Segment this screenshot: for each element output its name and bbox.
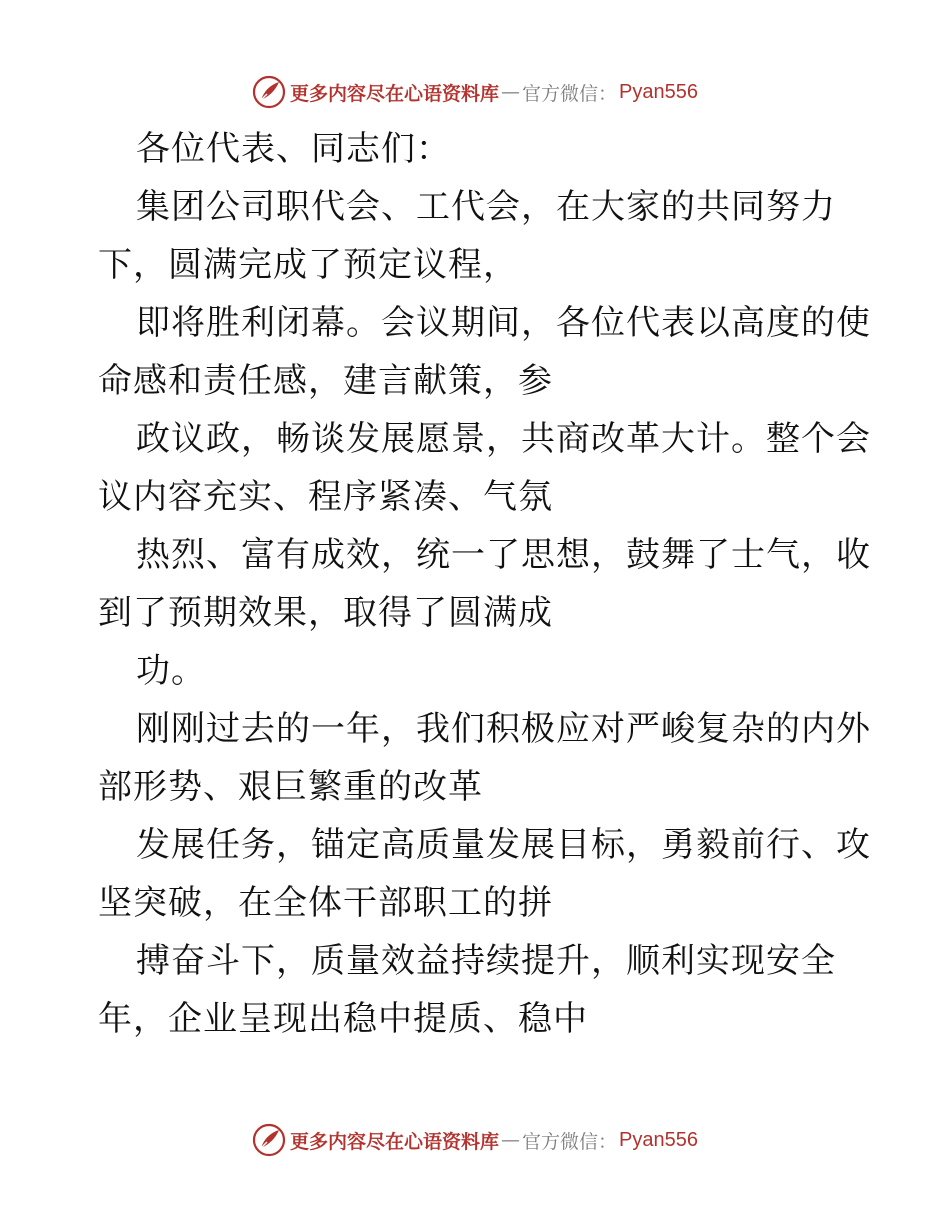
banner-official-label: 官方微信： [522,1130,618,1153]
text-line: 到了预期效果，取得了圆满成 [98,593,553,633]
text-line: 下，圆满完成了预定议程， [98,245,518,285]
text-line: 议内容充实、程序紧凑、气氛 [98,477,553,517]
text-line: 年，企业呈现出稳中提质、稳中 [98,999,588,1039]
banner-dash: — [501,1129,521,1151]
banner-wechat-id: Pyan556 [619,80,698,103]
banner-brand-text: 更多内容尽在心语资料库 [290,82,500,105]
text-line: 各位代表、同志们： [136,129,451,169]
text-line: 坚突破，在全体干部职工的拼 [98,883,553,923]
banner-wechat-id: Pyan556 [619,1128,698,1151]
text-line: 部形势、艰巨繁重的改革 [98,767,483,807]
text-line: 集团公司职代会、工代会，在大家的共同努力 [136,187,836,227]
text-line: 刚刚过去的一年，我们积极应对严峻复杂的内外 [136,709,871,749]
header-banner [0,72,950,112]
text-line: 政议政，畅谈发展愿景，共商改革大计。整个会 [136,419,871,459]
text-line: 热烈、富有成效，统一了思想，鼓舞了士气，收 [136,535,871,575]
footer-banner [0,1120,950,1160]
quill-logo-icon [252,1123,286,1157]
banner-official-label: 官方微信： [522,82,618,105]
text-line: 命感和责任感，建言献策，参 [98,361,553,401]
text-line: 发展任务，锚定高质量发展目标，勇毅前行、攻 [136,825,871,865]
banner-brand-text: 更多内容尽在心语资料库 [290,1130,500,1153]
document-body [98,120,871,1048]
text-line: 功。 [136,651,206,691]
quill-logo-icon [252,75,286,109]
text-line: 搏奋斗下，质量效益持续提升，顺利实现安全 [136,941,836,981]
banner-dash: — [501,81,521,103]
text-line: 即将胜利闭幕。会议期间，各位代表以高度的使 [136,303,871,343]
